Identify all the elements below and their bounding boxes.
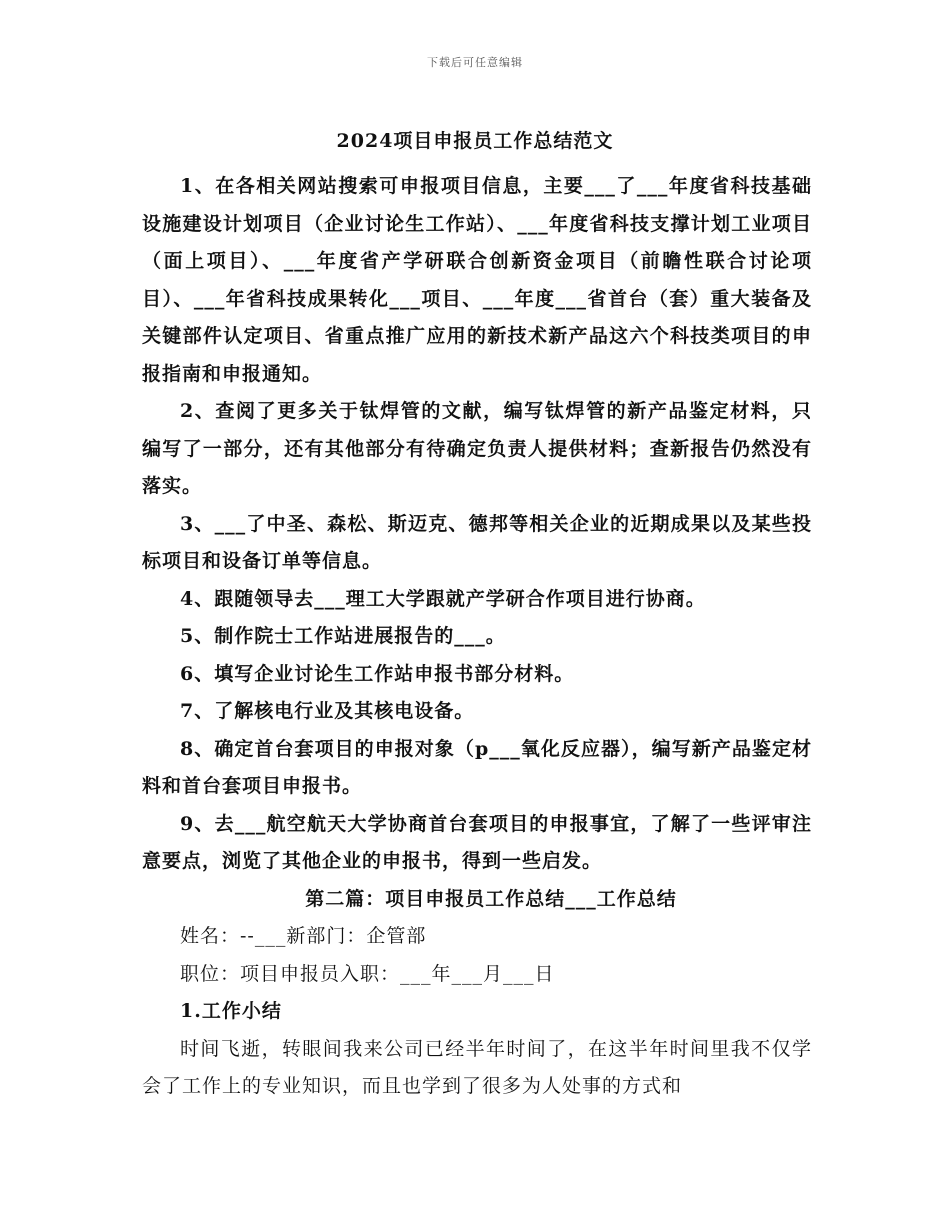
list-item-3: 3、___了中圣、森松、斯迈克、德邦等相关企业的近期成果以及某些投标项目和设备订单等信息。 xyxy=(142,512,812,572)
position-line: 职位：项目申报员入职：___年___月___日 xyxy=(180,962,555,985)
list-item-8: 8、确定首台套项目的申报对象（p___氧化反应器），编写新产品鉴定材料和首台套项目申报书。 xyxy=(142,737,812,797)
list-item-6: 6、填写企业讨论生工作站申报书部分材料。 xyxy=(180,662,575,685)
document-title: 2024项目申报员工作总结范文 xyxy=(336,130,614,152)
section-heading: 第二篇：项目申报员工作总结___工作总结 xyxy=(305,887,677,910)
document-body xyxy=(142,168,812,1106)
list-item-5: 5、制作院士工作站进展报告的___。 xyxy=(180,625,506,647)
list-item-1: 1、在各相关网站搜索可申报项目信息，主要___了___年度省科技基础设施建设计划项目（企业讨论生工作站）、___年度省科技支撑计划工业项目（面上项目）、___年度省产学研联合创新资金项目（前瞻性联合讨论项目）、___年省科技成果转化___项目、___年度___省首台（套）重大装备及关键部件认定项目、省重点推广应用的新技术新产品这六个科技类项目的申报指南和申报通知。 xyxy=(142,175,812,385)
list-item-2: 2、查阅了更多关于钛焊管的文献，编写钛焊管的新产品鉴定材料，只编写了一部分，还有其他部分有待确定负责人提供材料；查新报告仍然没有落实。 xyxy=(142,400,812,497)
subheading: 1.工作小结 xyxy=(180,1000,282,1022)
list-item-4: 4、跟随领导去___理工大学跟就产学研合作项目进行协商。 xyxy=(180,587,706,610)
name-line: 姓名：--___新部门：企管部 xyxy=(180,925,427,947)
summary-paragraph: 时间飞逝，转眼间我来公司已经半年时间了，在这半年时间里我不仅学会了工作上的专业知识，而且也学到了很多为人处事的方式和 xyxy=(142,1037,812,1097)
page-header: 下载后可任意编辑 xyxy=(427,56,523,69)
list-item-9: 9、去___航空航天大学协商首台套项目的申报事宜，了解了一些评审注意要点，浏览了其他企业的申报书，得到一些启发。 xyxy=(142,812,812,872)
list-item-7: 7、了解核电行业及其核电设备。 xyxy=(180,700,475,722)
